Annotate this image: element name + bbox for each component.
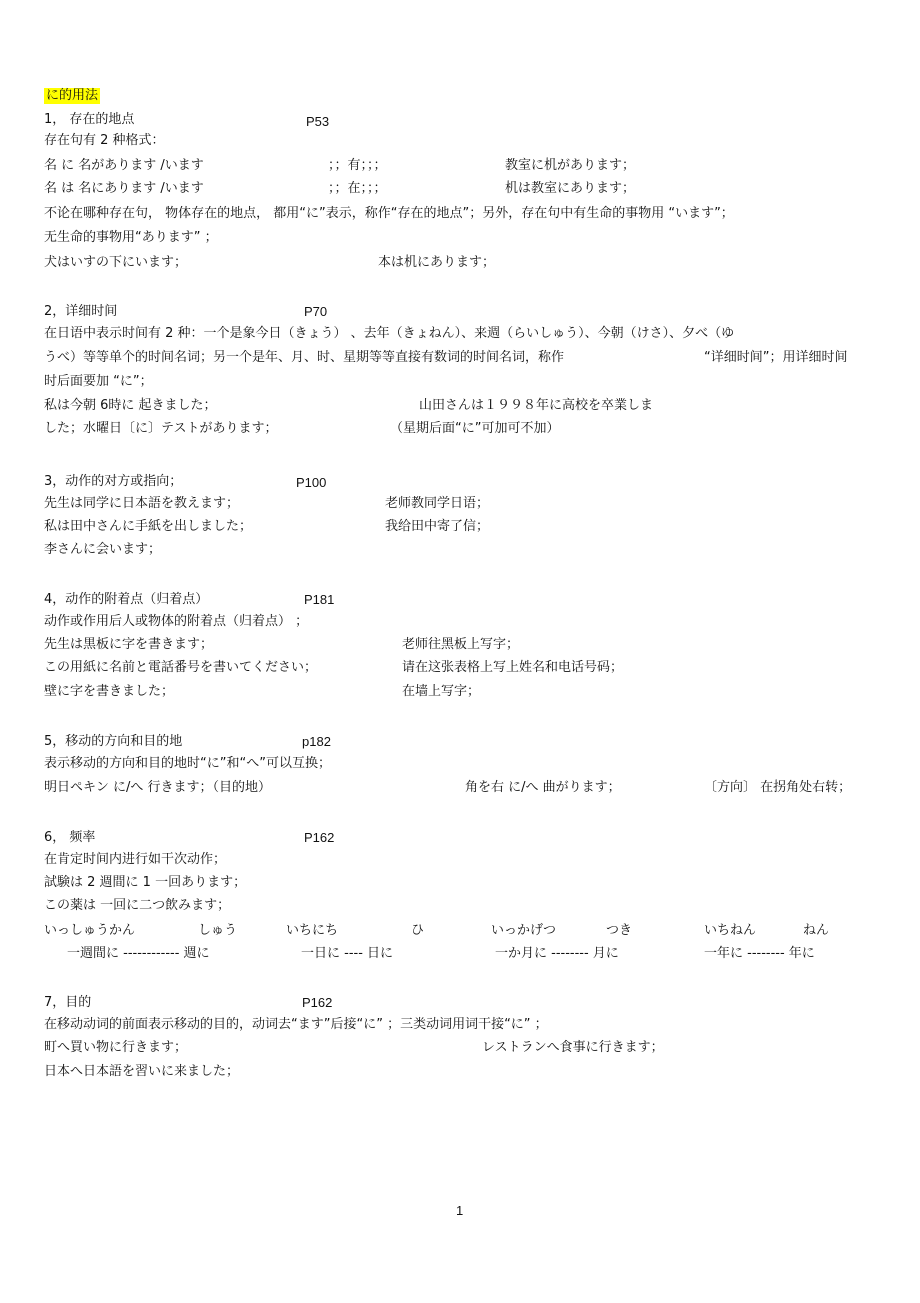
text-line-s2-l2: うべ）等等单个的时间名词；另一个是年、月、时、星期等等直接有数词的时间名词，称作	[44, 350, 565, 365]
text-line-s2-ex2: 山田さんは１９９８年に高校を卒業しま	[419, 398, 654, 413]
text-line-s4-page: P181	[304, 592, 335, 607]
text-line-s4-l1: 动作或作用后人或物体的附着点（归着点） ；	[44, 614, 309, 629]
text-line-s1-f1b: ；；有；；；	[328, 158, 387, 173]
text-line-s5-ex1: 明日ペキン に/へ 行きます；（目的地）	[44, 780, 272, 795]
text-line-s4-ex1: 先生は黒板に字を書きます；	[44, 637, 214, 652]
text-line-s3-tr2: 我给田中寄了信；	[385, 519, 490, 534]
text-line-s1-ex2: 本は机にあります；	[378, 255, 496, 270]
text-line-s4-tr2: 请在这张表格上写上姓名和电话号码；	[402, 660, 624, 675]
text-line-s2-heading: 2，详细时间	[44, 304, 118, 319]
text-line-s3-heading: 3，动作的对方或指向；	[44, 474, 183, 489]
text-line-s6-ex1: 試験は 2 週間に 1 一回あります；	[44, 875, 247, 890]
text-line-s7-l1: 在移动动词的前面表示移动的目的，动词去“ます”后接“に” ；三类动词用词干接“に” ；	[44, 1017, 548, 1032]
text-line-s5-heading: 5，移动的方向和目的地	[44, 734, 183, 749]
text-line-s1-f1c: 教室に机があります；	[505, 158, 636, 173]
text-line-s2-ex3: した；水曜日〔に〕テストがあります；	[44, 421, 278, 436]
text-line-s6-ex2: この薬は 一回に二つ飲みます；	[44, 898, 231, 913]
text-line-s6-r1c: いちにち	[286, 923, 339, 938]
text-line-s7-ex3: 日本へ日本語を習いに来ました；	[44, 1064, 240, 1079]
text-line-s1-ex1: 犬はいすの下にいます；	[44, 255, 188, 270]
text-line-s2-l2b: “详细时间”；用详细时间	[704, 350, 848, 365]
text-line-s6-r2b: 一日に ---- 日に	[301, 946, 394, 961]
page-title: に的用法	[46, 88, 99, 103]
text-line-s7-heading: 7，目的	[44, 995, 92, 1010]
text-line-s4-tr3: 在墙上写字；	[402, 684, 481, 699]
text-line-s5-l1: 表示移动的方向和目的地时“に”和“へ”可以互换；	[44, 756, 331, 771]
text-line-s4-heading: 4，动作的附着点（归着点）	[44, 592, 209, 607]
text-line-s5-ex3: 〔方向〕 在拐角处右转；	[704, 780, 852, 795]
text-line-s4-ex3: 壁に字を書きました；	[44, 684, 175, 699]
page-number: 1	[456, 1203, 464, 1218]
text-line-s5-ex2: 角を右 に/へ 曲がります；	[465, 780, 621, 795]
text-line-s1-f1a: 名 に 名があります /います	[44, 158, 204, 173]
text-line-s7-page: P162	[302, 995, 333, 1010]
text-line-s1-heading: 1， 存在的地点	[44, 112, 135, 127]
text-line-s6-r1g: いちねん	[704, 923, 757, 938]
text-line-s3-ex1: 先生は同学に日本語を教えます；	[44, 496, 240, 511]
text-line-s1-f2a: 名 は 名にあります /います	[44, 181, 204, 196]
text-line-s5-page: p182	[302, 734, 331, 749]
text-line-s1-f2c: 机は教室にあります；	[505, 181, 636, 196]
text-line-s3-ex3: 李さんに会います；	[44, 542, 162, 557]
text-line-s2-l1: 在日语中表示时间有 2 种：一个是象今日（きょう） 、去年（きょねん）、来週（らいしゅう）、今朝（けさ）、夕べ（ゆ	[44, 326, 735, 341]
text-line-s4-ex2: この用紙に名前と電話番号を書いてください；	[44, 660, 318, 675]
text-line-s4-tr1: 老师往黑板上写字；	[402, 637, 520, 652]
text-line-s6-l1: 在肯定时间内进行如干次动作；	[44, 852, 227, 867]
text-line-s2-ex1: 私は今朝 6時に 起きました；	[44, 398, 217, 413]
text-line-s2-page: P70	[304, 304, 328, 319]
text-line-s6-r1h: ねん	[803, 923, 830, 938]
text-line-s2-l3: 时后面要加 “に”；	[44, 374, 153, 389]
text-line-s6-r2c: 一か月に -------- 月に	[495, 946, 619, 961]
text-line-s6-r2a: 一週間に ------------ 週に	[67, 946, 210, 961]
text-line-s6-r1f: つき	[606, 923, 633, 938]
text-line-s2-ex4: （星期后面“に”可加可不加）	[390, 421, 560, 436]
text-line-s6-r2d: 一年に -------- 年に	[704, 946, 815, 961]
text-line-s3-page: P100	[296, 475, 327, 490]
text-line-s3-ex2: 私は田中さんに手紙を出しました；	[44, 519, 253, 534]
text-line-s6-r1e: いっかげつ	[491, 923, 557, 938]
text-line-s1-l4: 不论在哪种存在句， 物体存在的地点， 都用“に”表示，称作“存在的地点”；另外，存在句中有生命的事物用 “います”；	[44, 206, 734, 221]
text-line-s1-f2b: ；；在；；；	[328, 181, 387, 196]
text-line-s3-tr1: 老师教同学日语；	[385, 496, 490, 511]
text-line-s6-r1a: いっしゅうかん	[44, 923, 136, 938]
text-line-s7-ex2: レストランへ食事に行きます；	[482, 1040, 664, 1055]
text-line-s6-page: P162	[304, 830, 335, 845]
text-line-s1-l5: 无生命的事物用“あります” ；	[44, 230, 218, 245]
text-line-s6-heading: 6， 频率	[44, 830, 96, 845]
text-line-s6-r1d: ひ	[411, 923, 425, 938]
text-line-s1-l1: 存在句有 2 种格式：	[44, 133, 165, 148]
text-line-s1-page: P53	[306, 114, 330, 129]
text-line-s7-ex1: 町へ買い物に行きます；	[44, 1040, 188, 1055]
text-line-s6-r1b: しゅう	[198, 923, 238, 938]
